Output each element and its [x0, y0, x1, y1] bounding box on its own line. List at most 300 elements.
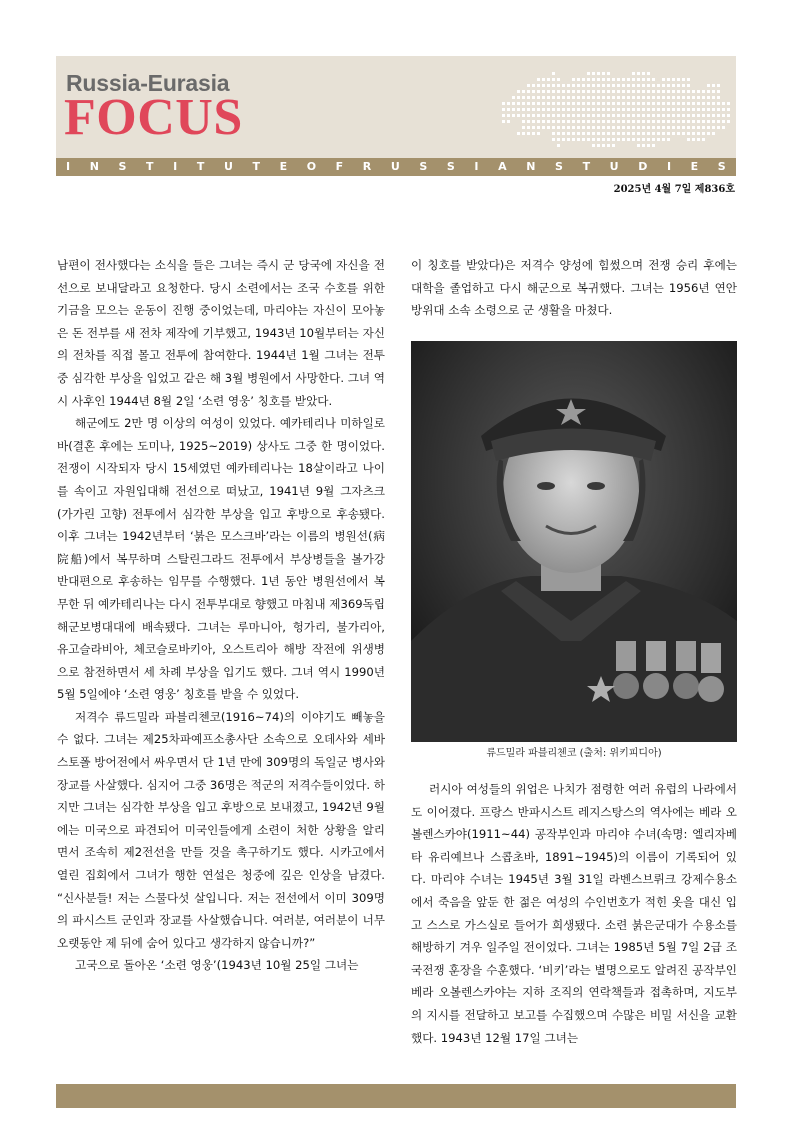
map-dot — [502, 108, 505, 111]
map-dot — [697, 132, 700, 135]
map-dot — [532, 132, 535, 135]
map-dot — [557, 144, 560, 147]
map-dot — [612, 108, 615, 111]
map-dot — [657, 96, 660, 99]
map-dot — [607, 102, 610, 105]
map-dot — [577, 132, 580, 135]
map-dot — [642, 126, 645, 129]
map-dot — [587, 126, 590, 129]
map-dot — [627, 132, 630, 135]
map-dot — [717, 108, 720, 111]
russia-map-dots — [500, 60, 730, 154]
map-dot — [537, 78, 540, 81]
map-dot — [572, 102, 575, 105]
map-dot — [572, 126, 575, 129]
map-dot — [687, 120, 690, 123]
map-dot — [522, 96, 525, 99]
map-dot — [617, 96, 620, 99]
map-dot — [647, 102, 650, 105]
map-dot — [652, 96, 655, 99]
paragraph: 해군에도 2만 명 이상의 여성이 있었다. 예카테리나 미하일로바(결혼 후에는 도미나, 1925~2019) 상사도 그중 한 명이었다. 전쟁이 시작되자 당시 15세였던 예카테리나는 18살이라고 나이를 속이고 자원입대해 전선으로 떠났고, 1941년 9월 그자츠크(가가린 고향) 전투에서 심각한 부상을 입고 후방으로 후송됐다. 이후 그녀는 1942년부터 ‘붉은 모스크바’라는 이름의 병원선(病院船)에서 복무하며 스탈린그라드 전투에서 부상병들을 볼가강 반대편으로 후송하는 임무를 수행했다. 1년 동안 병원선에서 복무한 뒤 예카테리나는 다시 전투부대로 향했고 마침내 제369독립해군보병대대에 배속됐다. 그녀는 루마니아, 헝가리, 불가리아, 유고슬라비아, 체코슬로바키아, 오스트리아 해방 작전에 위생병으로 참전하면서 세 차례 부상을 입기도 했다. 그녀 역시 1990년 5월 5일에야 ‘소련 영웅’ 칭호를 받을 수 있었다. — [57, 416, 385, 702]
map-dot — [632, 78, 635, 81]
map-dot — [582, 120, 585, 123]
map-dot — [717, 102, 720, 105]
map-dot — [682, 120, 685, 123]
map-dot — [667, 84, 670, 87]
map-dot — [647, 114, 650, 117]
map-dot — [522, 120, 525, 123]
map-dot — [647, 96, 650, 99]
map-dot — [527, 120, 530, 123]
map-dot — [687, 84, 690, 87]
map-dot — [667, 138, 670, 141]
map-dot — [607, 96, 610, 99]
map-dot — [692, 102, 695, 105]
band-letter: T — [252, 160, 260, 173]
map-dot — [642, 114, 645, 117]
map-dot — [607, 138, 610, 141]
map-dot — [657, 126, 660, 129]
map-dot — [517, 96, 520, 99]
map-dot — [682, 114, 685, 117]
map-dot — [527, 90, 530, 93]
map-dot — [592, 114, 595, 117]
map-dot — [612, 114, 615, 117]
map-dot — [572, 78, 575, 81]
map-dot — [597, 108, 600, 111]
map-dot — [562, 90, 565, 93]
map-dot — [547, 126, 550, 129]
map-dot — [632, 138, 635, 141]
map-dot — [637, 114, 640, 117]
map-dot — [622, 102, 625, 105]
map-dot — [652, 126, 655, 129]
paragraph: 저격수 류드밀라 파블리첸코(1916~74)의 이야기도 빼놓을 수 없다. 그녀는 제25차파예프소총사단 소속으로 오데사와 세바스토폴 방어전에서 싸우면서 단 1년 만에 309명의 독일군 병사와 장교를 사살했다. 심지어 그중 36명은 적군의 저격수들이었다. 하지만 그녀는 심각한 부상을 입고 후방으로 보내졌고, 1942년 9월에는 미국으로 파견되어 미국인들에게 소련이 처한 상황을 알리면서 조속히 제2전선을 만들 것을 촉구하기도 했다. 시카고에서 열린 집회에서 그녀가 행한 연설은 청중에 깊은 인상을 남겼다. “신사분들! 저는 스물다섯 살입니다. 저는 전선에서 이미 309명의 파시스트 군인과 장교를 사살했습니다. 여러분, 여러분이 너무 오랫동안 제 뒤에 숨어 있다고 생각하지 않습니까?” — [57, 709, 385, 950]
map-dot — [642, 90, 645, 93]
map-dot — [597, 132, 600, 135]
map-dot — [667, 90, 670, 93]
map-dot — [617, 84, 620, 87]
map-dot — [672, 96, 675, 99]
band-letter: N — [89, 160, 99, 173]
map-dot — [552, 132, 555, 135]
map-dot — [547, 114, 550, 117]
map-dot — [527, 108, 530, 111]
map-dot — [627, 126, 630, 129]
map-dot — [582, 108, 585, 111]
map-dot — [547, 90, 550, 93]
map-dot — [602, 90, 605, 93]
map-dot — [582, 126, 585, 129]
map-dot — [617, 126, 620, 129]
map-dot — [597, 114, 600, 117]
map-dot — [687, 108, 690, 111]
map-dot — [607, 126, 610, 129]
map-dot — [647, 72, 650, 75]
band-letter: U — [609, 160, 619, 173]
map-dot — [682, 102, 685, 105]
paragraph: 러시아 여성들의 위업은 나치가 점령한 여러 유럽의 나라에서도 이어졌다. 프랑스 반파시스트 레지스탕스의 역사에는 베라 오볼렌스카야(1911~44) 공작부인과 마리야 수녀(속명: 엘리자베타 유리예브나 스콥초바, 1891~1945)의 이름이 기록되어 있다. 마리야 수녀는 1945년 3월 31일 라벤스브뤼크 강제수용소에서 죽음을 앞둔 한 젊은 여성의 수인번호가 적힌 옷을 대신 입고 스스로 가스실로 들어가 희생됐다. 소련 붉은군대가 수용소를 해방하기 겨우 일주일 전이었다. 그녀는 1985년 5월 7일 2급 조국전쟁 훈장을 수훈했다. ‘비키’라는 별명으로도 알려진 공작부인 베라 오볼렌스카야는 지하 조직의 연락책들과 접촉하며, 지도부의 지시를 전달하고 보고를 수집했으며 수많은 비밀 서신을 교환했다. 1943년 12월 17일 그녀는 — [411, 782, 737, 1045]
band-letter: U — [223, 160, 233, 173]
map-dot — [592, 126, 595, 129]
map-dot — [727, 108, 730, 111]
band-letter: I — [666, 160, 672, 173]
map-dot — [587, 84, 590, 87]
map-dot — [642, 108, 645, 111]
map-dot — [587, 96, 590, 99]
map-dot — [702, 138, 705, 141]
map-dot — [557, 84, 560, 87]
map-dot — [552, 120, 555, 123]
map-dot — [652, 138, 655, 141]
map-dot — [687, 96, 690, 99]
map-dot — [572, 108, 575, 111]
map-dot — [652, 120, 655, 123]
map-dot — [552, 72, 555, 75]
map-dot — [557, 126, 560, 129]
map-dot — [687, 102, 690, 105]
map-dot — [662, 126, 665, 129]
band-letter: N — [526, 160, 536, 173]
map-dot — [592, 96, 595, 99]
map-dot — [542, 120, 545, 123]
map-dot — [682, 96, 685, 99]
map-dot — [632, 120, 635, 123]
map-dot — [512, 114, 515, 117]
map-dot — [542, 126, 545, 129]
map-dot — [652, 114, 655, 117]
brand-logo: FOCUS — [64, 89, 243, 146]
map-dot — [562, 120, 565, 123]
map-dot — [607, 90, 610, 93]
map-dot — [612, 84, 615, 87]
map-dot — [627, 102, 630, 105]
map-dot — [592, 72, 595, 75]
map-dot — [642, 84, 645, 87]
map-dot — [602, 120, 605, 123]
map-dot — [572, 114, 575, 117]
map-dot — [582, 90, 585, 93]
map-dot — [607, 108, 610, 111]
map-dot — [567, 126, 570, 129]
map-dot — [577, 102, 580, 105]
map-dot — [657, 138, 660, 141]
band-letter: A — [498, 160, 507, 173]
map-dot — [602, 84, 605, 87]
band-letter: I — [66, 160, 71, 173]
map-dot — [722, 114, 725, 117]
map-dot — [517, 108, 520, 111]
map-dot — [617, 120, 620, 123]
map-dot — [577, 108, 580, 111]
map-dot — [557, 114, 560, 117]
map-dot — [602, 72, 605, 75]
map-dot — [617, 90, 620, 93]
map-dot — [547, 108, 550, 111]
map-dot — [667, 120, 670, 123]
band-letter: S — [446, 160, 455, 173]
map-dot — [557, 120, 560, 123]
map-dot — [667, 108, 670, 111]
map-dot — [677, 78, 680, 81]
map-dot — [597, 84, 600, 87]
map-dot — [667, 96, 670, 99]
map-dot — [632, 84, 635, 87]
map-dot — [677, 126, 680, 129]
map-dot — [632, 114, 635, 117]
map-dot — [717, 96, 720, 99]
map-dot — [517, 114, 520, 117]
map-dot — [527, 126, 530, 129]
band-letter: D — [638, 160, 648, 173]
map-dot — [677, 120, 680, 123]
map-dot — [602, 138, 605, 141]
map-dot — [537, 84, 540, 87]
map-dot — [652, 132, 655, 135]
map-dot — [577, 90, 580, 93]
map-dot — [667, 102, 670, 105]
map-dot — [707, 96, 710, 99]
map-dot — [627, 120, 630, 123]
map-dot — [552, 108, 555, 111]
map-dot — [727, 102, 730, 105]
map-dot — [607, 78, 610, 81]
map-dot — [672, 84, 675, 87]
map-dot — [597, 138, 600, 141]
map-dot — [727, 120, 730, 123]
map-dot — [662, 120, 665, 123]
map-dot — [657, 90, 660, 93]
map-dot — [582, 114, 585, 117]
map-dot — [557, 96, 560, 99]
map-dot — [512, 108, 515, 111]
map-dot — [707, 120, 710, 123]
map-dot — [677, 114, 680, 117]
map-dot — [617, 102, 620, 105]
map-dot — [602, 96, 605, 99]
band-letter: T — [582, 160, 591, 173]
institute-band — [56, 158, 736, 176]
map-dot — [672, 102, 675, 105]
map-dot — [617, 138, 620, 141]
map-dot — [652, 108, 655, 111]
map-dot — [597, 90, 600, 93]
map-dot — [552, 102, 555, 105]
right-column-bottom — [411, 778, 737, 1049]
map-dot — [677, 102, 680, 105]
map-dot — [562, 102, 565, 105]
map-dot — [592, 144, 595, 147]
map-dot — [712, 108, 715, 111]
map-dot — [647, 78, 650, 81]
map-dot — [552, 138, 555, 141]
photo-caption: 류드밀라 파블리첸코 (출처: 위키피디아) — [486, 748, 662, 759]
map-dot — [677, 96, 680, 99]
map-dot — [647, 120, 650, 123]
map-dot — [577, 126, 580, 129]
map-dot — [637, 138, 640, 141]
map-dot — [672, 114, 675, 117]
map-dot — [567, 90, 570, 93]
map-dot — [702, 126, 705, 129]
map-dot — [527, 102, 530, 105]
map-dot — [507, 114, 510, 117]
issue-date: 2025년 4월 7일 제836호 — [613, 184, 735, 195]
map-dot — [537, 90, 540, 93]
paragraph: 이 칭호를 받았다)은 저격수 양성에 힘썼으며 전쟁 승리 후에는 대학을 졸업하고 다시 해군으로 복귀했다. 그녀는 1956년 연안방위대 소속 소령으로 군 생활을 마쳤다. — [411, 258, 737, 318]
map-dot — [557, 108, 560, 111]
band-letter: S — [419, 160, 428, 173]
map-dot — [507, 120, 510, 123]
map-dot — [637, 78, 640, 81]
map-dot — [612, 120, 615, 123]
map-dot — [562, 84, 565, 87]
map-dot — [622, 96, 625, 99]
map-dot — [702, 102, 705, 105]
map-dot — [627, 78, 630, 81]
map-dot — [582, 84, 585, 87]
map-dot — [667, 126, 670, 129]
map-dot — [562, 96, 565, 99]
map-dot — [712, 96, 715, 99]
map-dot — [587, 120, 590, 123]
map-dot — [667, 78, 670, 81]
map-dot — [597, 78, 600, 81]
map-dot — [537, 102, 540, 105]
portrait-illustration — [411, 341, 737, 742]
map-dot — [642, 138, 645, 141]
map-dot — [682, 126, 685, 129]
map-dot — [637, 96, 640, 99]
map-dot — [717, 120, 720, 123]
band-letter: S — [118, 160, 127, 173]
map-dot — [712, 90, 715, 93]
map-dot — [717, 126, 720, 129]
map-dot — [602, 132, 605, 135]
map-dot — [702, 96, 705, 99]
map-dot — [552, 84, 555, 87]
map-dot — [682, 84, 685, 87]
map-dot — [627, 90, 630, 93]
map-dot — [612, 96, 615, 99]
map-dot — [672, 78, 675, 81]
paragraph: 남편이 전사했다는 소식을 들은 그녀는 즉시 군 당국에 자신을 전선으로 보내달라고 요청한다. 당시 소련에서는 조국 수호를 위한 기금을 모으는 운동이 진행 중이었는데, 마리야는 자신이 모아놓은 돈 전부를 새 전차 제작에 기부했고, 1943년 10월부터는 자신의 전차를 직접 몰고 전투에 참여한다. 1944년 1월 그녀는 전투 중 심각한 부상을 입었고 같은 해 3월 병원에서 사망한다. 그녀 역시 사후인 1944년 8월 2일 ‘소련 영웅’ 칭호를 받았다. — [57, 258, 385, 408]
map-dot — [642, 102, 645, 105]
map-dot — [717, 84, 720, 87]
map-dot — [727, 114, 730, 117]
map-dot — [547, 84, 550, 87]
map-dot — [702, 132, 705, 135]
map-dot — [537, 108, 540, 111]
map-dot — [687, 126, 690, 129]
map-dot — [572, 120, 575, 123]
map-dot — [607, 84, 610, 87]
map-dot — [712, 126, 715, 129]
map-dot — [552, 114, 555, 117]
map-dot — [622, 132, 625, 135]
map-dot — [612, 102, 615, 105]
map-dot — [622, 84, 625, 87]
map-dot — [677, 132, 680, 135]
map-dot — [542, 102, 545, 105]
map-dot — [642, 132, 645, 135]
map-dot — [612, 144, 615, 147]
map-dot — [532, 84, 535, 87]
map-dot — [692, 120, 695, 123]
map-dot — [592, 90, 595, 93]
map-dot — [597, 102, 600, 105]
map-dot — [677, 90, 680, 93]
map-dot — [522, 102, 525, 105]
map-dot — [672, 90, 675, 93]
map-dot — [677, 108, 680, 111]
band-letter: T — [146, 160, 154, 173]
map-dot — [542, 84, 545, 87]
map-dot — [632, 96, 635, 99]
map-dot — [722, 108, 725, 111]
map-dot — [572, 96, 575, 99]
map-dot — [587, 114, 590, 117]
map-dot — [702, 90, 705, 93]
band-letter: I — [173, 160, 178, 173]
map-dot — [687, 90, 690, 93]
map-dot — [502, 114, 505, 117]
map-dot — [597, 96, 600, 99]
map-dot — [502, 120, 505, 123]
map-dot — [532, 114, 535, 117]
band-letter: S — [717, 160, 726, 173]
map-dot — [507, 102, 510, 105]
map-dot — [707, 126, 710, 129]
map-dot — [642, 144, 645, 147]
map-dot — [592, 120, 595, 123]
map-dot — [647, 126, 650, 129]
map-dot — [632, 102, 635, 105]
map-dot — [697, 114, 700, 117]
map-dot — [597, 72, 600, 75]
map-dot — [607, 144, 610, 147]
map-dot — [657, 102, 660, 105]
map-dot — [662, 138, 665, 141]
band-letter: S — [555, 160, 563, 173]
map-dot — [607, 114, 610, 117]
map-dot — [717, 114, 720, 117]
map-dot — [637, 84, 640, 87]
map-dot — [662, 108, 665, 111]
map-dot — [627, 96, 630, 99]
map-dot — [622, 108, 625, 111]
map-dot — [557, 102, 560, 105]
map-dot — [657, 120, 660, 123]
map-dot — [587, 72, 590, 75]
map-dot — [712, 120, 715, 123]
map-dot — [647, 144, 650, 147]
paragraph: 고국으로 돌아온 ‘소련 영웅’(1943년 10월 25일 그녀는 — [75, 958, 359, 973]
map-dot — [627, 138, 630, 141]
map-dot — [542, 90, 545, 93]
map-dot — [587, 132, 590, 135]
map-dot — [707, 90, 710, 93]
map-dot — [622, 126, 625, 129]
map-dot — [637, 144, 640, 147]
map-dot — [502, 102, 505, 105]
map-dot — [567, 132, 570, 135]
map-dot — [692, 108, 695, 111]
map-dot — [647, 108, 650, 111]
map-dot — [562, 132, 565, 135]
map-dot — [662, 102, 665, 105]
map-dot — [657, 108, 660, 111]
